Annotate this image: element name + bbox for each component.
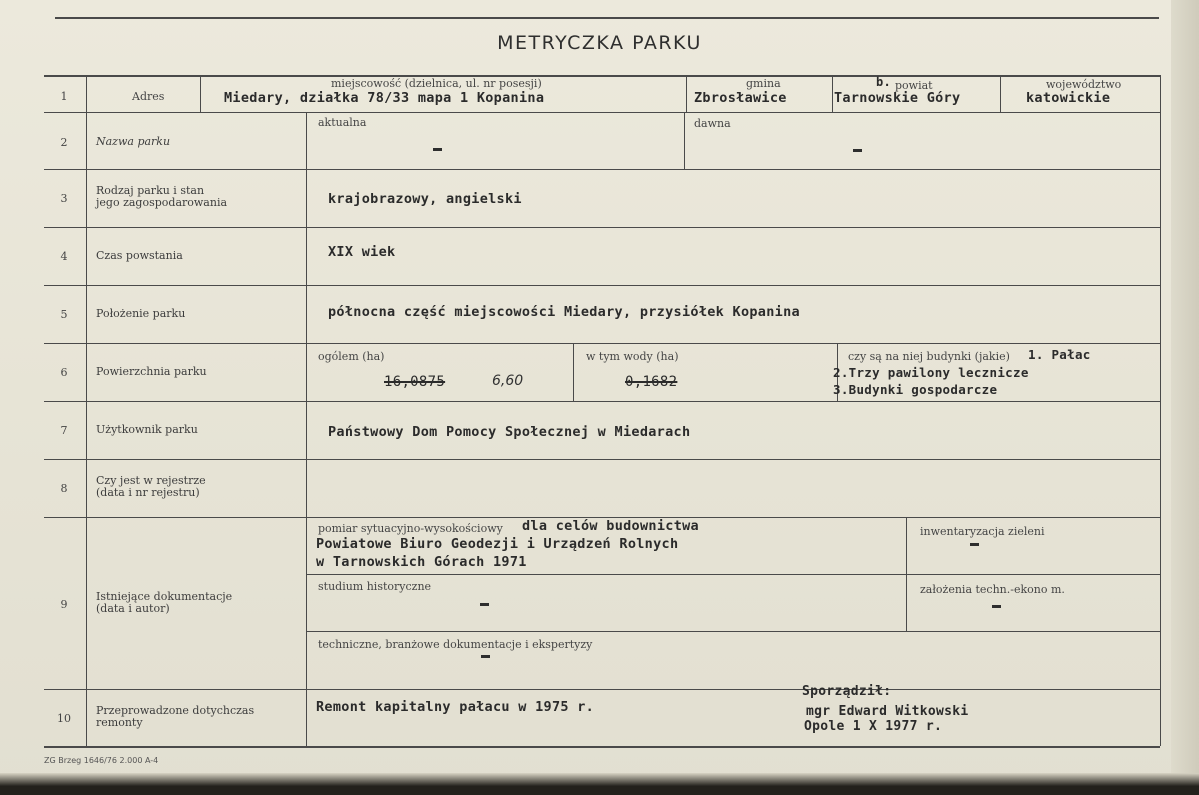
- gmina-caption: gmina: [746, 77, 781, 90]
- building-item-1: 1. Pałac: [1028, 347, 1091, 362]
- print-footer: ZG Brzeg 1646/76 2.000 A-4: [44, 756, 159, 765]
- powiat-prefix: b.: [876, 75, 892, 89]
- total-area-struck: 16,0875: [384, 374, 446, 390]
- label-line: (data i nr rejestru): [96, 486, 200, 499]
- historical-study-caption: studium historyczne: [318, 580, 432, 593]
- creation-time-label: Czas powstania: [96, 249, 183, 262]
- survey-line-1: dla celów budownictwa: [522, 518, 699, 534]
- label-line: Przeprowadzone dotychczas: [96, 704, 255, 717]
- number-column-border: [86, 75, 87, 746]
- row-number-7: 7: [60, 424, 68, 437]
- prepared-by-heading: Sporządził:: [802, 684, 892, 699]
- row-number-10: 10: [57, 712, 71, 725]
- label-line: Czy jest w rejestrze: [96, 474, 206, 487]
- empty-value-dash: [480, 603, 489, 606]
- total-area-handwritten: 6,60: [492, 373, 524, 389]
- building-item-2: 2.Trzy pawilony lecznicze: [833, 365, 1029, 380]
- empty-value-dash: [481, 655, 490, 658]
- location-label: Położenie parku: [96, 307, 186, 320]
- total-area-caption: ogólem (ha): [318, 350, 385, 363]
- row-divider: [44, 285, 1160, 286]
- table-right-border: [1160, 75, 1161, 746]
- survey-line-3: w Tarnowskich Górach 1971: [316, 554, 527, 570]
- cell-divider: [307, 574, 1160, 575]
- address-label: Adres: [132, 90, 165, 103]
- documentation-label: [96, 591, 232, 615]
- cell-divider: [573, 343, 574, 401]
- row-number-6: 6: [60, 366, 68, 379]
- row-number-4: 4: [60, 250, 68, 263]
- cell-divider: [684, 112, 685, 169]
- area-label: Powierzchnia parku: [96, 365, 207, 378]
- cell-divider: [906, 517, 907, 631]
- row-divider: [44, 689, 1160, 690]
- empty-value-dash: [992, 605, 1001, 608]
- survey-caption: pomiar sytuacyjno-wysokościowy: [318, 522, 503, 535]
- greenery-caption: inwentaryzacja zieleni: [920, 525, 1045, 538]
- park-type-label: [96, 185, 227, 209]
- row-divider: [44, 343, 1160, 344]
- label-line: Istniejące dokumentacje: [96, 590, 233, 603]
- label-line: Rodzaj parku i stan: [96, 184, 205, 197]
- voivodeship-caption: województwo: [1046, 78, 1122, 91]
- label-line: (data i autor): [96, 602, 170, 615]
- cell-divider: [1000, 75, 1001, 112]
- row-number-1: 1: [60, 90, 68, 103]
- empty-value-dash: [970, 543, 979, 546]
- table-top-border: [44, 75, 1160, 77]
- label-column-border: [306, 112, 307, 746]
- label-line: jego zagospodarowania: [96, 196, 228, 209]
- former-name-caption: dawna: [694, 117, 731, 130]
- location-value: północna część miejscowości Miedary, przysiółek Kopanina: [328, 304, 800, 320]
- current-name-caption: aktualna: [318, 116, 367, 129]
- cell-divider: [832, 75, 833, 112]
- registry-label: [96, 475, 206, 499]
- row-divider: [44, 112, 1160, 113]
- powiat-value: Tarnowskie Góry: [834, 90, 961, 106]
- survey-line-2: Powiatowe Biuro Geodezji i Urządzeń Rolnych: [316, 536, 679, 552]
- row-divider: [44, 459, 1160, 460]
- row-number-9: 9: [60, 598, 68, 611]
- park-user-value: Państwowy Dom Pomocy Społecznej w Miedarach: [328, 424, 691, 440]
- table-bottom-border: [44, 746, 1160, 748]
- card-edge-bottom: [0, 773, 1199, 795]
- techno-economic-caption: założenia techn.-ekono m.: [920, 583, 1065, 596]
- label-line: remonty: [96, 716, 143, 729]
- cell-divider: [307, 631, 1160, 632]
- row-number-2: 2: [60, 136, 68, 149]
- prepared-by-date: Opole 1 X 1977 r.: [804, 719, 943, 734]
- water-area-caption: w tym wody (ha): [586, 350, 679, 363]
- park-name-label: Nazwa parku: [96, 135, 171, 148]
- building-item-3: 3.Budynki gospodarcze: [833, 382, 998, 397]
- row-number-5: 5: [60, 308, 68, 321]
- prepared-by-name: mgr Edward Witkowski: [806, 704, 969, 719]
- row-divider: [44, 169, 1160, 170]
- creation-time-value: XIX wiek: [328, 244, 396, 260]
- voivodeship-value: katowickie: [1026, 90, 1111, 106]
- buildings-caption: czy są na niej budynki (jakie): [848, 350, 1010, 363]
- row-divider: [44, 401, 1160, 402]
- document-title: METRYCZKA PARKU: [497, 32, 702, 54]
- technical-docs-caption: techniczne, branżowe dokumentacje i ekspertyzy: [318, 638, 593, 651]
- empty-value-dash: [433, 148, 442, 151]
- park-user-label: Użytkownik parku: [96, 423, 198, 436]
- top-rule: [55, 17, 1159, 19]
- empty-value-dash: [853, 149, 862, 152]
- renovations-value: Remont kapitalny pałacu w 1975 r.: [316, 699, 595, 715]
- park-type-value: krajobrazowy, angielski: [328, 191, 522, 207]
- row-number-3: 3: [60, 192, 68, 205]
- row-divider: [44, 227, 1160, 228]
- locality-caption: miejscowość (dzielnica, ul. nr posesji): [331, 77, 542, 90]
- card-edge-right: [1171, 0, 1199, 795]
- renovations-label: [96, 705, 254, 729]
- cell-divider: [200, 75, 201, 112]
- cell-divider: [686, 75, 687, 112]
- row-number-8: 8: [60, 482, 68, 495]
- gmina-value: Zbrosławice: [694, 90, 787, 106]
- locality-value: Miedary, działka 78/33 mapa 1 Kopanina: [224, 90, 545, 106]
- powiat-caption: powiat: [895, 79, 933, 92]
- water-area-struck: 0,1682: [625, 374, 678, 390]
